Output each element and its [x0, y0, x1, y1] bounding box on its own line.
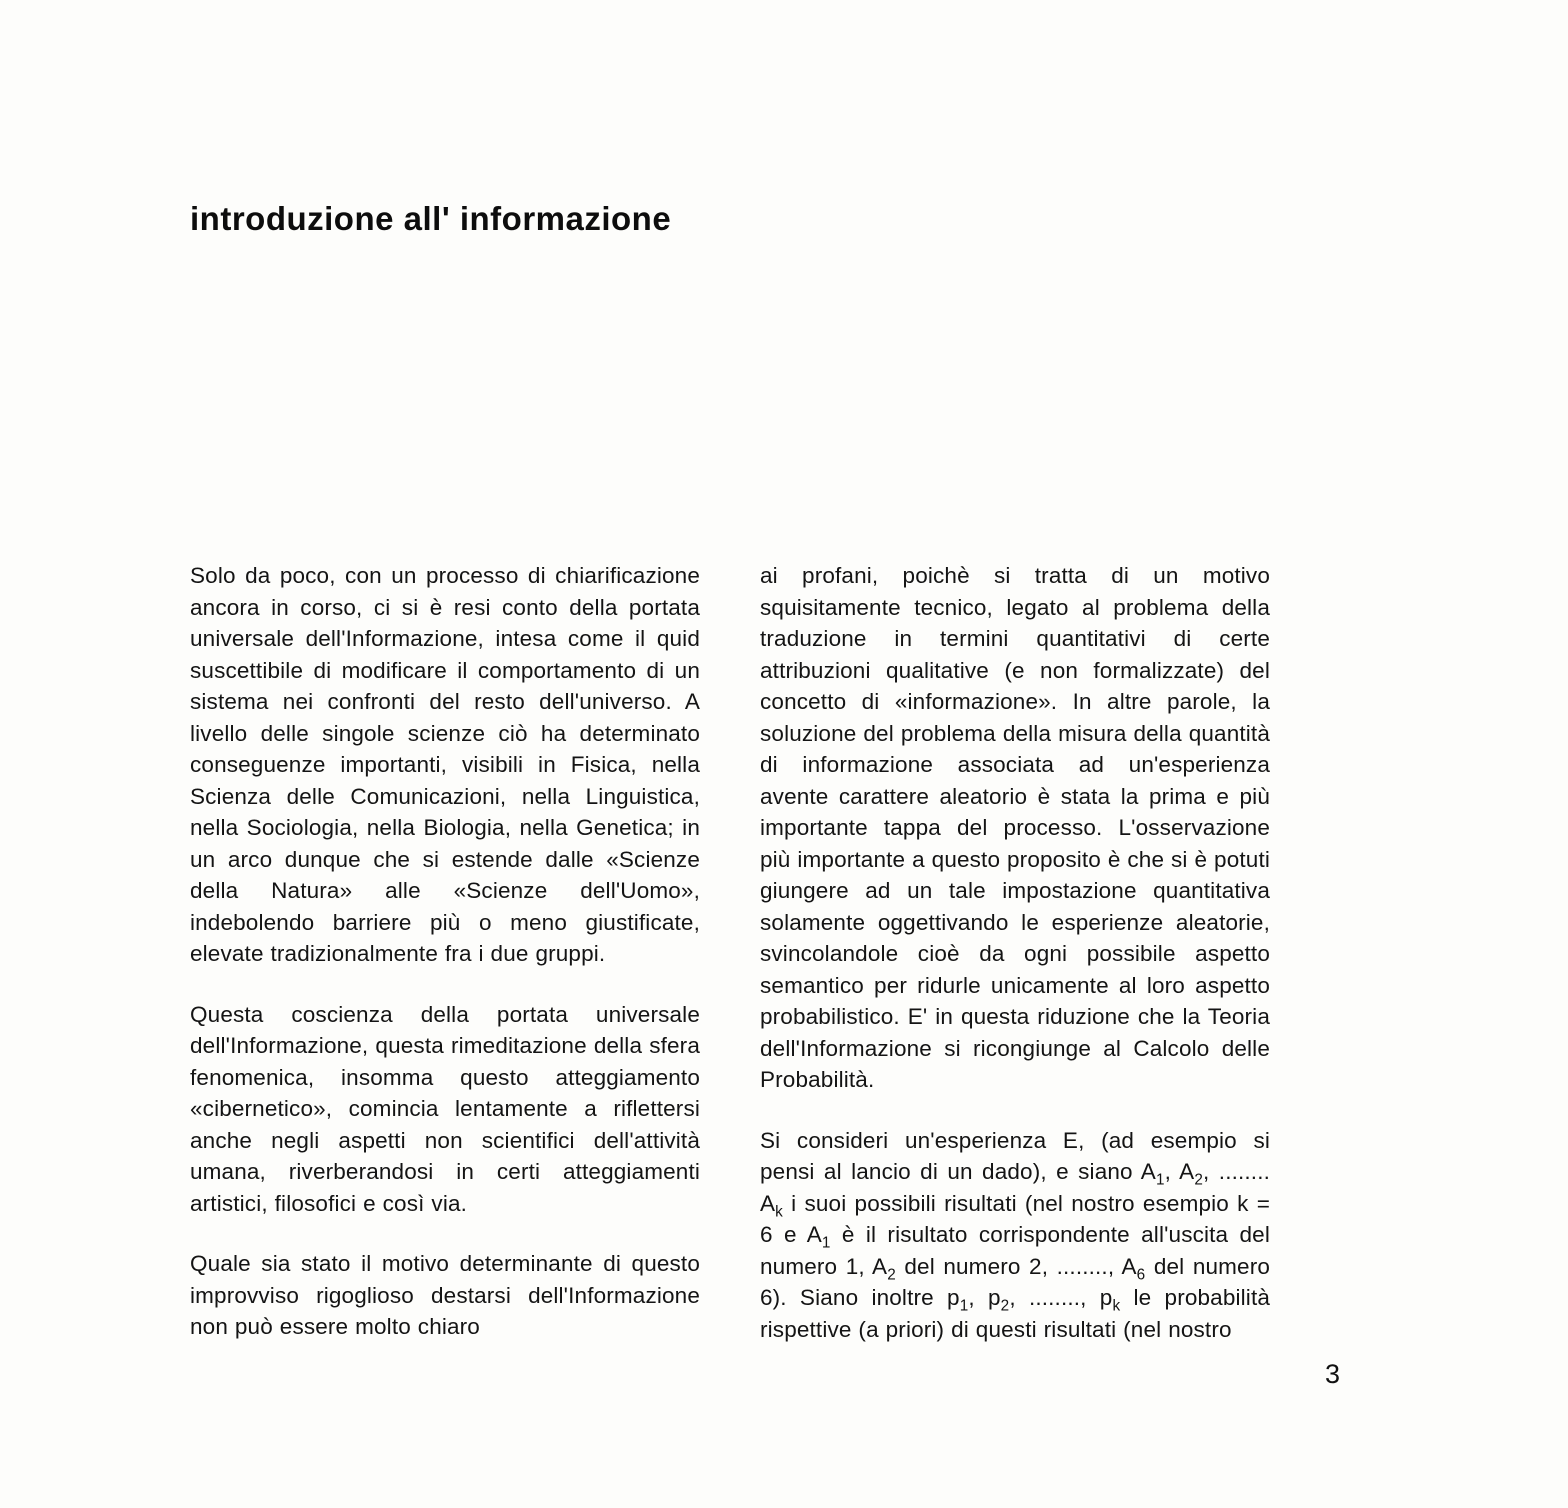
page-number: 3: [1324, 1359, 1340, 1389]
right-column: [760, 560, 1270, 1345]
paragraph: Quale sia stato il motivo determinante di questo improvviso rigoglioso destarsi dell'Informazione non può essere molto chiaro: [190, 1251, 700, 1339]
page-title: introduzione all' informazione: [190, 200, 672, 238]
paragraph: ai profani, poichè si tratta di un motivo squisitamente tecnico, legato al problema della traduzione in termini quantitativi di certe attribuzioni qualitative (e non formalizzate) del concetto di «informazione». In altre parole, la soluzione del problema della misura della quantità di informazione associata ad un'esperienza avente carattere aleatorio è stata la prima e più importante tappa del processo. L'osservazione più importante a questo proposito è che si è potuti giungere ad un tale impostazione quantitativa solamente oggettivando le esperienze aleatorie, svincolandole cioè da ogni possibile aspetto semantico per ridurle unicamente al loro aspetto probabilistico. E' in questa riduzione che la Teoria dell'Informazione si ricongiunge al Calcolo delle Probabilità.: [760, 563, 1270, 1092]
paragraph: Questa coscienza della portata universale dell'Informazione, questa rimeditazione della sfera fenomenica, insomma questo atteggiamento «cibernetico», comincia lentamente a riflettersi anche negli aspetti non scientifici dell'attività umana, riverberandosi in certi atteggiamenti artistici, filosofici e così via.: [190, 1001, 700, 1216]
text-columns: [190, 560, 1330, 1345]
paragraph: Solo da poco, con un processo di chiarificazione ancora in corso, ci si è resi conto della portata universale dell'Informazione, intesa come il quid suscettibile di modificare il comportamento di un sistema nei confronti del resto dell'universo. A livello delle singole scienze ciò ha determinato conseguenze importanti, visibili in Fisica, nella Scienza delle Comunicazioni, nella Linguistica, nella Sociologia, nella Biologia, nella Genetica; in un arco dunque che si estende dalle «Scienze della Natura» alle «Scienze dell'Uomo», indebolendo barriere più o meno giustificate, elevate tradizionalmente fra i due gruppi.: [190, 563, 700, 966]
left-column: [190, 560, 700, 1345]
paragraph-with-subscripts: Si consideri un'esperienza E, (ad esempio si pensi al lancio di un dado), e siano $A_1$, $A_2$, ........ $A_k$ i suoi possibili risultati (nel nostro esempio k = 6 e $A_1$ è il risultato corrispondente all'uscita del numero 1, $A_2$ del numero 2, ........, $A_6$ del numero 6). Siano inoltre $p_1$, $p_2$, ........, $p_k$ le probabilità rispettive (a priori) di questi risultati (nel nostro: [760, 1127, 1271, 1342]
